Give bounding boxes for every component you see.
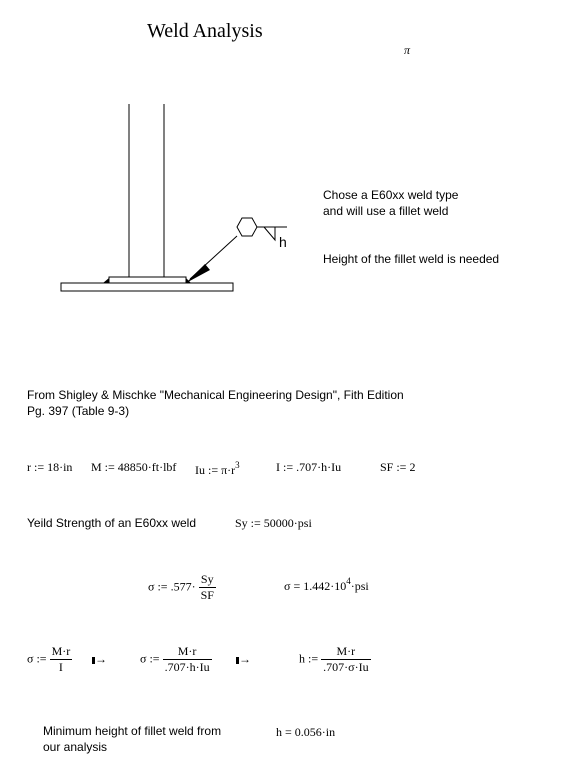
given-m: M := 48850·ft·lbf	[91, 460, 177, 474]
sigma-definition: σ := .577· $\frac{Sy}{SF}$	[148, 572, 214, 602]
leader-arrowhead	[186, 264, 210, 283]
given-iu: Iu := $\pi\cdot r^3$	[195, 460, 240, 477]
arrow-2: →	[236, 652, 251, 667]
yield-label: Yeild Strength of an E60xx weld	[27, 516, 197, 530]
weld-all-around-symbol	[237, 218, 257, 236]
derivation-eq1: σ := $\frac{M\cdot r}{I}$	[27, 644, 71, 674]
reference-line-2: Pg. 397 (Table 9-3)	[27, 404, 130, 418]
note-height-needed: Height of the fillet weld is needed	[323, 252, 500, 266]
result-label-1: Minimum height of fillet weld from	[43, 724, 222, 738]
note-weld-type-2: and will use a fillet weld	[323, 204, 449, 218]
page-title: Weld Analysis	[147, 20, 263, 42]
base-plate	[61, 283, 233, 291]
result-label-2: our analysis	[43, 740, 108, 754]
note-weld-type-1: Chose a E60xx weld type	[323, 188, 459, 202]
given-i: I := .707·h·Iu	[276, 460, 342, 474]
derivation-eq3: h := $\frac{M\cdot r}{.707\cdot\sigma\cdot Iu}$	[299, 644, 369, 674]
weld-diagram	[55, 100, 305, 300]
fillet-weld-left	[103, 278, 109, 283]
pi-symbol: π	[404, 43, 411, 57]
weld-strip	[109, 277, 186, 283]
weld-size-label: h	[279, 234, 287, 250]
given-sf: SF := 2	[380, 460, 416, 474]
sigma-result: $\sigma = 1.442\cdot 10^4\cdot psi$	[284, 576, 369, 593]
yield-equation: Sy := 50000·psi	[235, 516, 312, 530]
reference-line-1: From Shigley & Mischke "Mechanical Engineering Design", Fith Edition	[27, 388, 404, 402]
result-equation: h = 0.056·in	[276, 725, 336, 739]
arrow-1: →	[92, 652, 107, 667]
fillet-weld-symbol	[264, 227, 275, 240]
given-r: r := 18·in	[27, 460, 73, 474]
derivation-eq2: σ := $\frac{M\cdot r}{.707\cdot h\cdot Iu}$	[140, 644, 210, 674]
